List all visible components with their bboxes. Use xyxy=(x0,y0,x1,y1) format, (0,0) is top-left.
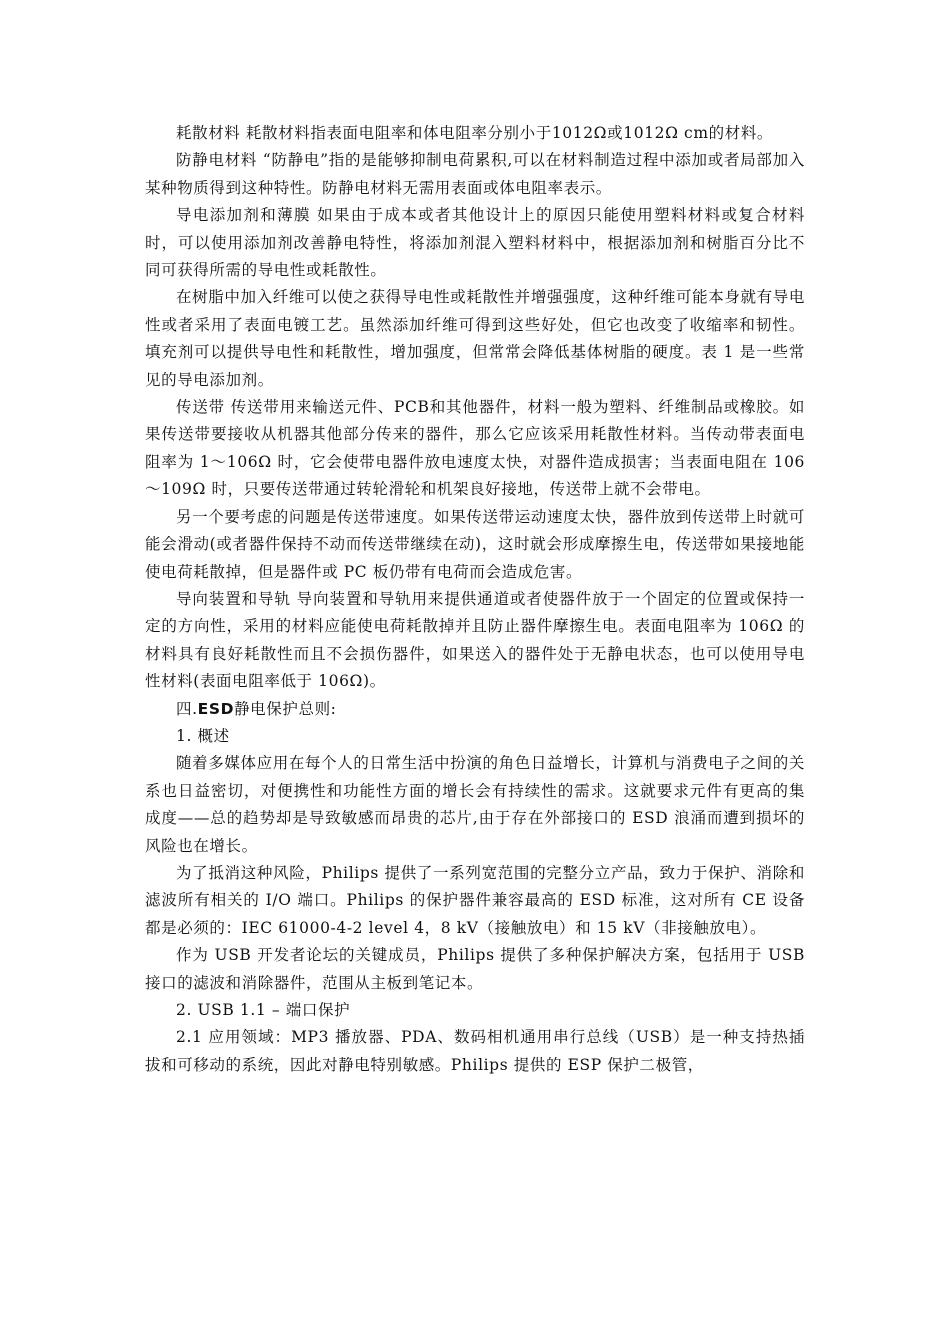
paragraph-application-fields: 2.1 应用领域：MP3 播放器、PDA、数码相机通用串行总线（USB）是一种支持热插拔和可移动的系统，因此对静电特别敏感。Philips 提供的 ESP 保护二极管， xyxy=(145,1028,805,1074)
paragraph-conductive-additives: 导电添加剂和薄膜 如果由于成本或者其他设计上的原因只能使用塑料材料或复合材料时，可以使用添加剂改善静电特性，将添加剂混入塑料材料中，根据添加剂和树脂百分比不同可获得所需的导电性或耗散性。 xyxy=(145,206,805,280)
heading-prefix: 四. xyxy=(176,699,198,718)
paragraph-antistatic-materials: 防静电材料 “防静电”指的是能够抑制电荷累积,可以在材料制造过程中添加或者局部加入某种物质得到这种特性。防静电材料无需用表面或体电阻率表示。 xyxy=(145,151,805,197)
paragraph-conveyor-belt: 传送带 传送带用来输送元件、PCB和其他器件，材料一般为塑料、纤维制品或橡胶。如果传送带要接收从机器其他部分传来的器件，那么它应该采用耗散性材料。当传动带表面电阻率为 1～106Ω 时，它会使带电器件放电速度太快，对器件造成损害；当表面电阻在 106～109Ω 时，只要传送带通过转轮滑轮和机架良好接地，传送带上就不会带电。 xyxy=(145,398,805,499)
paragraph-multimedia: 随着多媒体应用在每个人的日常生活中扮演的角色日益增长，计算机与消费电子之间的关系也日益密切，对便携性和功能性方面的增长会有持续性的需求。这就要求元件有更高的集成度——总的趋势却是导致敏感而昂贵的芯片,由于存在外部接口的 ESD 浪涌而遭到损坏的风险也在增长。 xyxy=(145,754,805,855)
paragraph-dissipative-materials: 耗散材料 耗散材料指表面电阻率和体电阻率分别小于1012Ω或1012Ω cm的材料。 xyxy=(176,124,774,142)
paragraph-fiber-resin: 在树脂中加入纤维可以使之获得导电性或耗散性并增强强度，这种纤维可能本身就有导电性或者采用了表面电镀工艺。虽然添加纤维可得到这些好处，但它也改变了收缩率和韧性。填充剂可以提供导电性和耗散性，增加强度，但常常会降低基体树脂的硬度。表 1 是一些常见的导电添加剂。 xyxy=(145,288,805,389)
document-page xyxy=(145,120,805,1079)
heading-suffix: 静电保护总则: xyxy=(234,699,337,718)
heading-bold: ESD xyxy=(197,699,235,718)
section-heading-esd xyxy=(145,696,805,723)
paragraph-belt-speed: 另一个要考虑的问题是传送带速度。如果传送带运动速度太快，器件放到传送带上时就可能会滑动(或者器件保持不动而传送带继续在动)，这时就会形成摩擦生电，传送带如果接地能使电荷耗散掉，但是器件或 PC 板仍带有电荷而会造成危害。 xyxy=(145,507,805,581)
paragraph-usb-forum: 作为 USB 开发者论坛的关键成员，Philips 提供了多种保护解决方案，包括用于 USB 接口的滤波和消除器件，范围从主板到笔记本。 xyxy=(145,946,805,992)
paragraph-philips-protection: 为了抵消这种风险，Philips 提供了一系列宽范围的完整分立产品，致力于保护、消除和滤波所有相关的 I/O 端口。Philips 的保护器件兼容最高的 ESD 标准，这对所有 CE 设备都是必须的：IEC 61000-4-2 level 4，8 kV（接触放电）和 15 kV（非接触放电）。 xyxy=(145,863,805,937)
subheading-overview: 1. 概述 xyxy=(176,726,230,745)
paragraph-guides-rails: 导向装置和导轨 导向装置和导轨用来提供通道或者使器件放于一个固定的位置或保持一定的方向性，采用的材料应能使电荷耗散掉并且防止器件摩擦生电。表面电阻率为 106Ω 的材料具有良好耗散性而且不会损伤器件，如果送入的器件处于无静电状态，也可以使用导电性材料(表面电阻率低于 106Ω)。 xyxy=(145,589,805,691)
subheading-usb-port: 2. USB 1.1 – 端口保护 xyxy=(176,1001,351,1019)
